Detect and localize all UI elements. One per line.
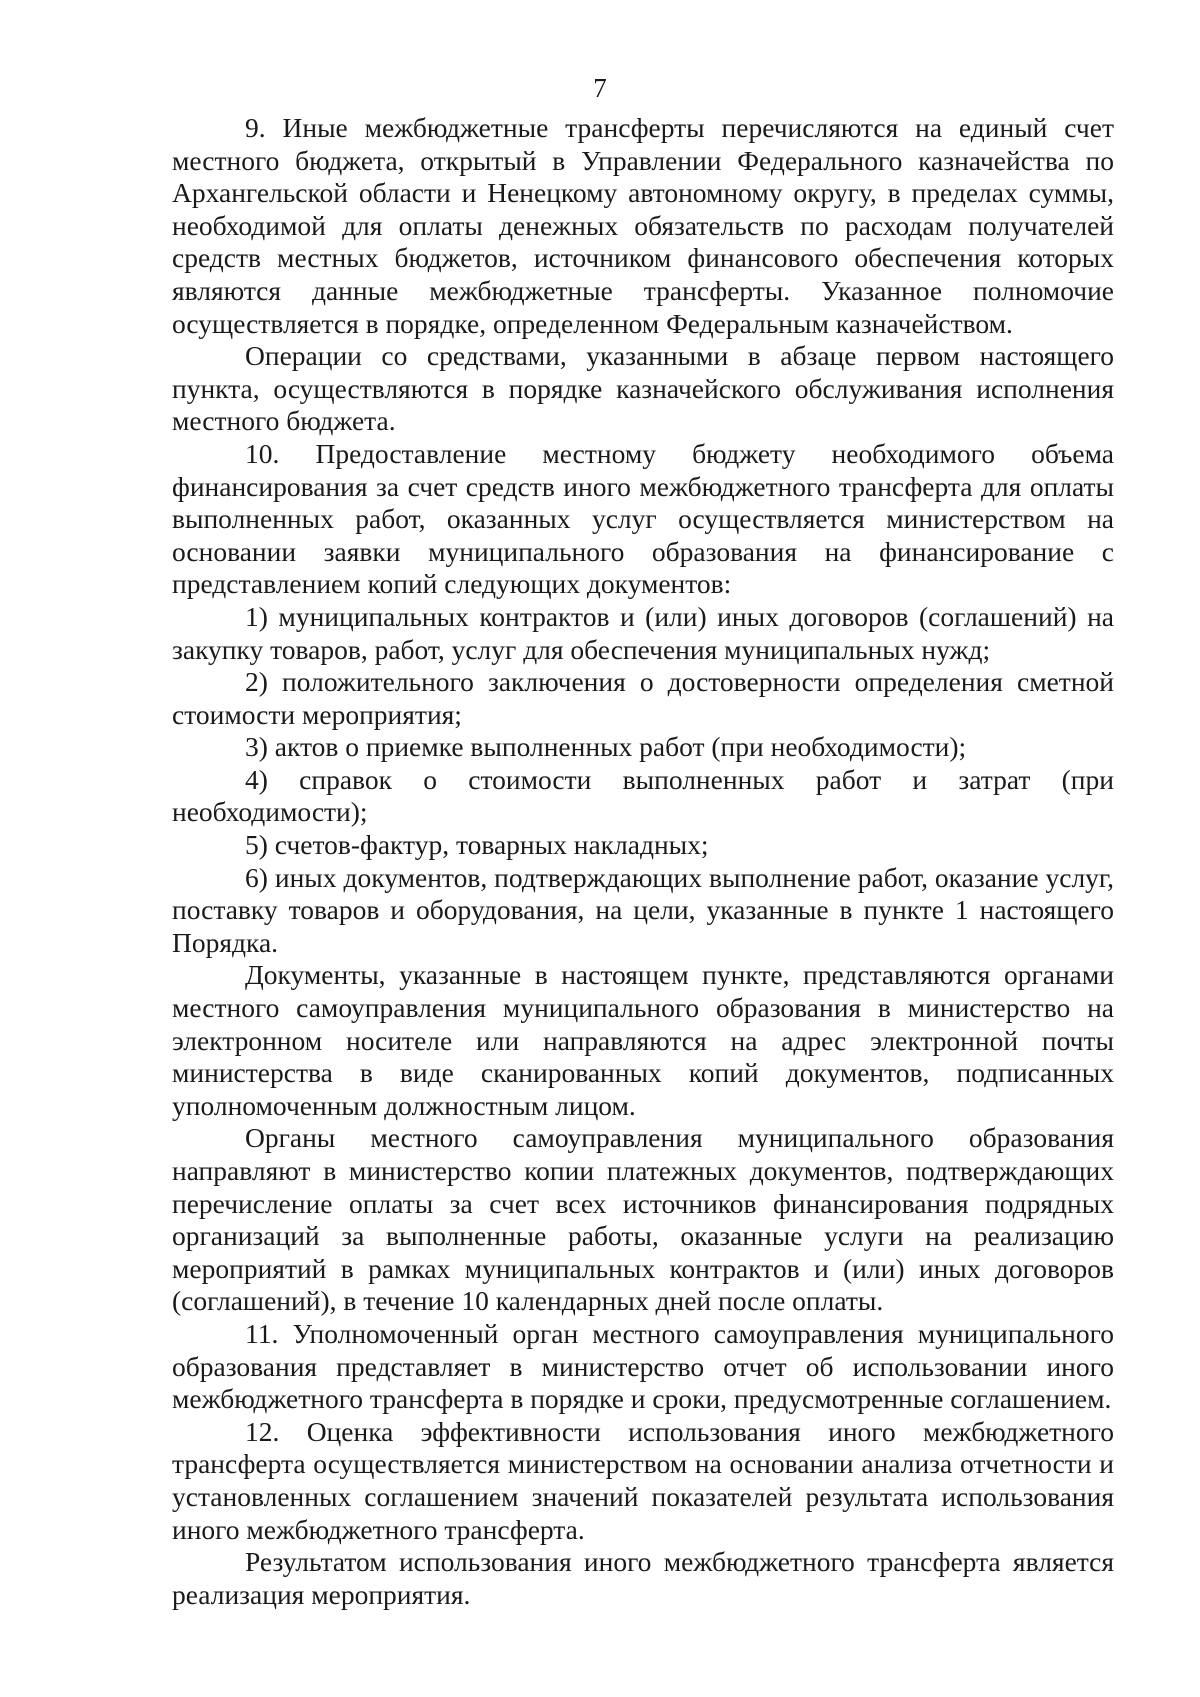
document-body [172,112,1114,1611]
list-item-2-conclusion: 2) положительного заключения о достоверности определения сметной стоимости мероприятия; [172,666,1114,730]
paragraph-9-transfers: 9. Иные межбюджетные трансферты перечисляются на единый счет местного бюджета, открытый в Управлении Федерального казначейства по Архангельской области и Ненецкому автономному округу, в пределах суммы, необходимой для оплаты денежных обязательств по расходам получателей средств местных бюджетов, источником финансового обеспечения которых являются данные межбюджетные трансферты. Указанное полномочие осуществляется в порядке, определенном Федеральным казначейством. [172,112,1114,339]
paragraph-11-report: 11. Уполномоченный орган местного самоуправления муниципального образования представляет в министерство отчет об использовании иного межбюджетного трансферта в порядке и сроки, предусмотренные соглашением. [172,1317,1114,1415]
paragraph-result: Результатом использования иного межбюджетного трансферта является реализация мероприятия. [172,1546,1114,1610]
page-number: 7 [593,73,607,103]
list-item-1-contracts: 1) муниципальных контрактов и (или) иных договоров (соглашений) на закупку товаров, работ, услуг для обеспечения муниципальных нужд; [172,600,1114,665]
list-item-5-invoices: 5) счетов-фактур, товарных накладных; [245,829,709,861]
paragraph-payment-documents: Органы местного самоуправления муниципального образования направляют в министерство копии платежных документов, подтверждающих перечисление оплаты за счет всех источников финансирования подрядных организаций за выполненные работы, оказанные услуги на реализацию мероприятий в рамках муниципальных контрактов и (или) иных договоров (соглашений), в течение 10 календарных дней после оплаты. [172,1122,1114,1317]
paragraph-12-evaluation: 12. Оценка эффективности использования иного межбюджетного трансферта осуществляется министерством на основании анализа отчетности и установленных соглашением значений показателей результата использования иного межбюджетного трансферта. [172,1415,1114,1545]
list-item-4-cost-certificates: 4) справок о стоимости выполненных работ и затрат (при необходимости); [172,763,1114,828]
list-item-6-other-documents: 6) иных документов, подтверждающих выполнение работ, оказание услуг, поставку товаров и оборудования, на цели, указанные в пункте 1 настоящего Порядка. [172,861,1114,958]
paragraph-documents-submission: Документы, указанные в настоящем пункте, представляются органами местного самоуправления муниципального образования в министерство на электронном носителе или направляются на адрес электронной почты министерства в виде сканированных копий документов, подписанных уполномоченным должностным лицом. [172,959,1114,1121]
list-item-3-acceptance-acts: 3) актов о приемке выполненных работ (при необходимости); [245,731,967,763]
paragraph-10-financing: 10. Предоставление местному бюджету необходимого объема финансирования за счет средств иного межбюджетного трансферта для оплаты выполненных работ, оказанных услуг осуществляется министерством на основании заявки муниципального образования на финансирование с представлением копий следующих документов: [172,437,1114,600]
paragraph-operations: Операции со средствами, указанными в абзаце первом настоящего пункта, осуществляются в порядке казначейского обслуживания исполнения местного бюджета. [172,340,1114,437]
